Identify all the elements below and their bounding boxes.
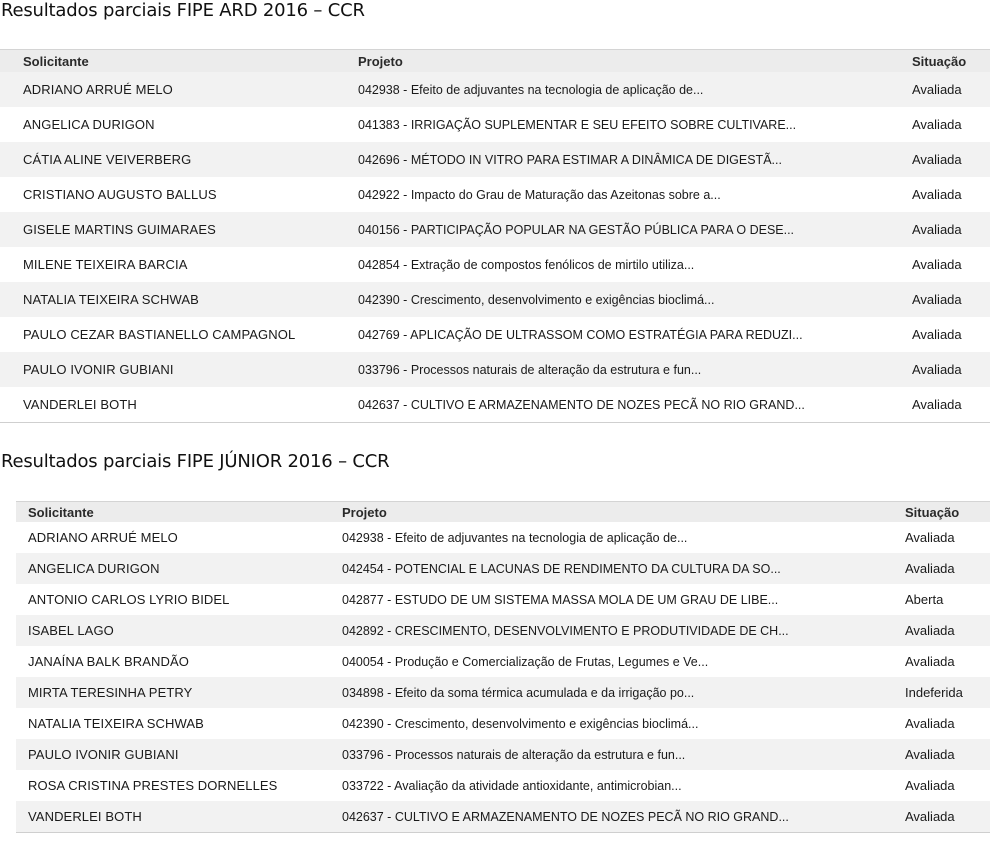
column-header-projeto: Projeto	[358, 53, 403, 69]
situacao-cell: Avaliada	[912, 257, 962, 272]
solicitante-cell: PAULO IVONIR GUBIANI	[23, 362, 174, 377]
table-row	[16, 615, 990, 646]
solicitante-cell: NATALIA TEIXEIRA SCHWAB	[23, 292, 199, 307]
situacao-cell: Avaliada	[912, 292, 962, 307]
projeto-cell[interactable]: 041383 - IRRIGAÇÃO SUPLEMENTAR E SEU EFEITO SOBRE CULTIVARE...	[358, 117, 797, 132]
solicitante-cell: ROSA CRISTINA PRESTES DORNELLES	[28, 778, 278, 793]
solicitante-cell: VANDERLEI BOTH	[23, 397, 137, 412]
situacao-cell: Avaliada	[912, 222, 962, 237]
table-row	[0, 142, 990, 177]
solicitante-cell: MILENE TEIXEIRA BARCIA	[23, 257, 188, 272]
projeto-cell[interactable]: 042892 - CRESCIMENTO, DESENVOLVIMENTO E PRODUTIVIDADE DE CH...	[342, 623, 789, 638]
situacao-cell: Avaliada	[912, 187, 962, 202]
table-header-row	[0, 50, 990, 72]
situacao-cell: Avaliada	[912, 362, 962, 377]
situacao-cell: Avaliada	[905, 623, 955, 638]
projeto-cell[interactable]: 042637 - CULTIVO E ARMAZENAMENTO DE NOZES PECÃ NO RIO GRAND...	[358, 397, 805, 412]
situacao-cell: Avaliada	[912, 327, 962, 342]
table-row	[16, 739, 990, 770]
table-row	[16, 584, 990, 615]
table-row	[0, 177, 990, 212]
projeto-cell[interactable]: 042390 - Crescimento, desenvolvimento e exigências bioclimá...	[358, 292, 715, 307]
column-header-projeto: Projeto	[342, 504, 387, 520]
table-row	[0, 72, 990, 107]
solicitante-cell: ANGELICA DURIGON	[23, 117, 155, 132]
solicitante-cell: PAULO IVONIR GUBIANI	[28, 747, 179, 762]
projeto-cell[interactable]: 042390 - Crescimento, desenvolvimento e exigências bioclimá...	[342, 716, 699, 731]
projeto-cell[interactable]: 040156 - PARTICIPAÇÃO POPULAR NA GESTÃO PÚBLICA PARA O DESE...	[358, 222, 795, 237]
projeto-cell[interactable]: 042877 - ESTUDO DE UM SISTEMA MASSA MOLA DE UM GRAU DE LIBE...	[342, 592, 779, 607]
table-row	[16, 801, 990, 832]
situacao-cell: Aberta	[905, 592, 944, 607]
section-title-fipe-junior: Resultados parciais FIPE JÚNIOR 2016 – CCR	[1, 451, 390, 472]
situacao-cell: Avaliada	[912, 117, 962, 132]
solicitante-cell: PAULO CEZAR BASTIANELLO CAMPAGNOL	[23, 327, 296, 342]
table-row	[16, 553, 990, 584]
table-row	[16, 677, 990, 708]
situacao-cell: Avaliada	[912, 152, 962, 167]
table-row	[0, 317, 990, 352]
projeto-cell[interactable]: 042454 - POTENCIAL E LACUNAS DE RENDIMENTO DA CULTURA DA SO...	[342, 561, 781, 576]
situacao-cell: Avaliada	[905, 809, 955, 824]
projeto-cell[interactable]: 042938 - Efeito de adjuvantes na tecnologia de aplicação de...	[342, 530, 688, 545]
solicitante-cell: ANTONIO CARLOS LYRIO BIDEL	[28, 592, 230, 607]
solicitante-cell: CÁTIA ALINE VEIVERBERG	[23, 152, 192, 167]
table-row	[16, 646, 990, 677]
projeto-cell[interactable]: 042696 - MÉTODO IN VITRO PARA ESTIMAR A DINÂMICA DE DIGESTÃ...	[358, 152, 782, 167]
column-header-situacao: Situação	[905, 504, 960, 520]
solicitante-cell: MIRTA TERESINHA PETRY	[28, 685, 193, 700]
table-row	[0, 282, 990, 317]
solicitante-cell: JANAÍNA BALK BRANDÃO	[28, 654, 189, 669]
results-table-fipe-junior	[16, 501, 990, 833]
projeto-cell[interactable]: 034898 - Efeito da soma térmica acumulada e da irrigação po...	[342, 685, 695, 700]
projeto-cell[interactable]: 033722 - Avaliação da atividade antioxidante, antimicrobian...	[342, 778, 682, 793]
table-row	[0, 247, 990, 282]
column-header-situacao: Situação	[912, 53, 967, 69]
results-table-fipe-ard	[0, 49, 990, 423]
table-row	[16, 770, 990, 801]
projeto-cell[interactable]: 042922 - Impacto do Grau de Maturação das Azeitonas sobre a...	[358, 187, 721, 202]
table-row	[0, 352, 990, 387]
situacao-cell: Avaliada	[905, 654, 955, 669]
solicitante-cell: GISELE MARTINS GUIMARAES	[23, 222, 216, 237]
table-row	[16, 522, 990, 553]
situacao-cell: Indeferida	[905, 685, 963, 700]
table-row	[0, 107, 990, 142]
solicitante-cell: CRISTIANO AUGUSTO BALLUS	[23, 187, 217, 202]
solicitante-cell: ISABEL LAGO	[28, 623, 114, 638]
table-row	[16, 708, 990, 739]
solicitante-cell: ADRIANO ARRUÉ MELO	[28, 530, 178, 545]
table-row	[0, 387, 990, 422]
situacao-cell: Avaliada	[905, 747, 955, 762]
solicitante-cell: NATALIA TEIXEIRA SCHWAB	[28, 716, 204, 731]
situacao-cell: Avaliada	[905, 716, 955, 731]
table-row	[0, 212, 990, 247]
table-header-row	[16, 502, 990, 522]
projeto-cell[interactable]: 040054 - Produção e Comercialização de Frutas, Legumes e Ve...	[342, 654, 709, 669]
situacao-cell: Avaliada	[905, 778, 955, 793]
projeto-cell[interactable]: 042769 - APLICAÇÃO DE ULTRASSOM COMO ESTRATÉGIA PARA REDUZI...	[358, 327, 803, 342]
projeto-cell[interactable]: 033796 - Processos naturais de alteração da estrutura e fun...	[342, 747, 686, 762]
situacao-cell: Avaliada	[912, 397, 962, 412]
solicitante-cell: ANGELICA DURIGON	[28, 561, 160, 576]
projeto-cell[interactable]: 042938 - Efeito de adjuvantes na tecnologia de aplicação de...	[358, 82, 704, 97]
section-title-fipe-ard: Resultados parciais FIPE ARD 2016 – CCR	[1, 0, 365, 21]
solicitante-cell: VANDERLEI BOTH	[28, 809, 142, 824]
column-header-solicitante: Solicitante	[23, 53, 89, 69]
projeto-cell[interactable]: 042854 - Extração de compostos fenólicos de mirtilo utiliza...	[358, 257, 695, 272]
projeto-cell[interactable]: 042637 - CULTIVO E ARMAZENAMENTO DE NOZES PECÃ NO RIO GRAND...	[342, 809, 789, 824]
solicitante-cell: ADRIANO ARRUÉ MELO	[23, 82, 173, 97]
situacao-cell: Avaliada	[905, 561, 955, 576]
situacao-cell: Avaliada	[912, 82, 962, 97]
column-header-solicitante: Solicitante	[28, 504, 94, 520]
situacao-cell: Avaliada	[905, 530, 955, 545]
projeto-cell[interactable]: 033796 - Processos naturais de alteração da estrutura e fun...	[358, 362, 702, 377]
